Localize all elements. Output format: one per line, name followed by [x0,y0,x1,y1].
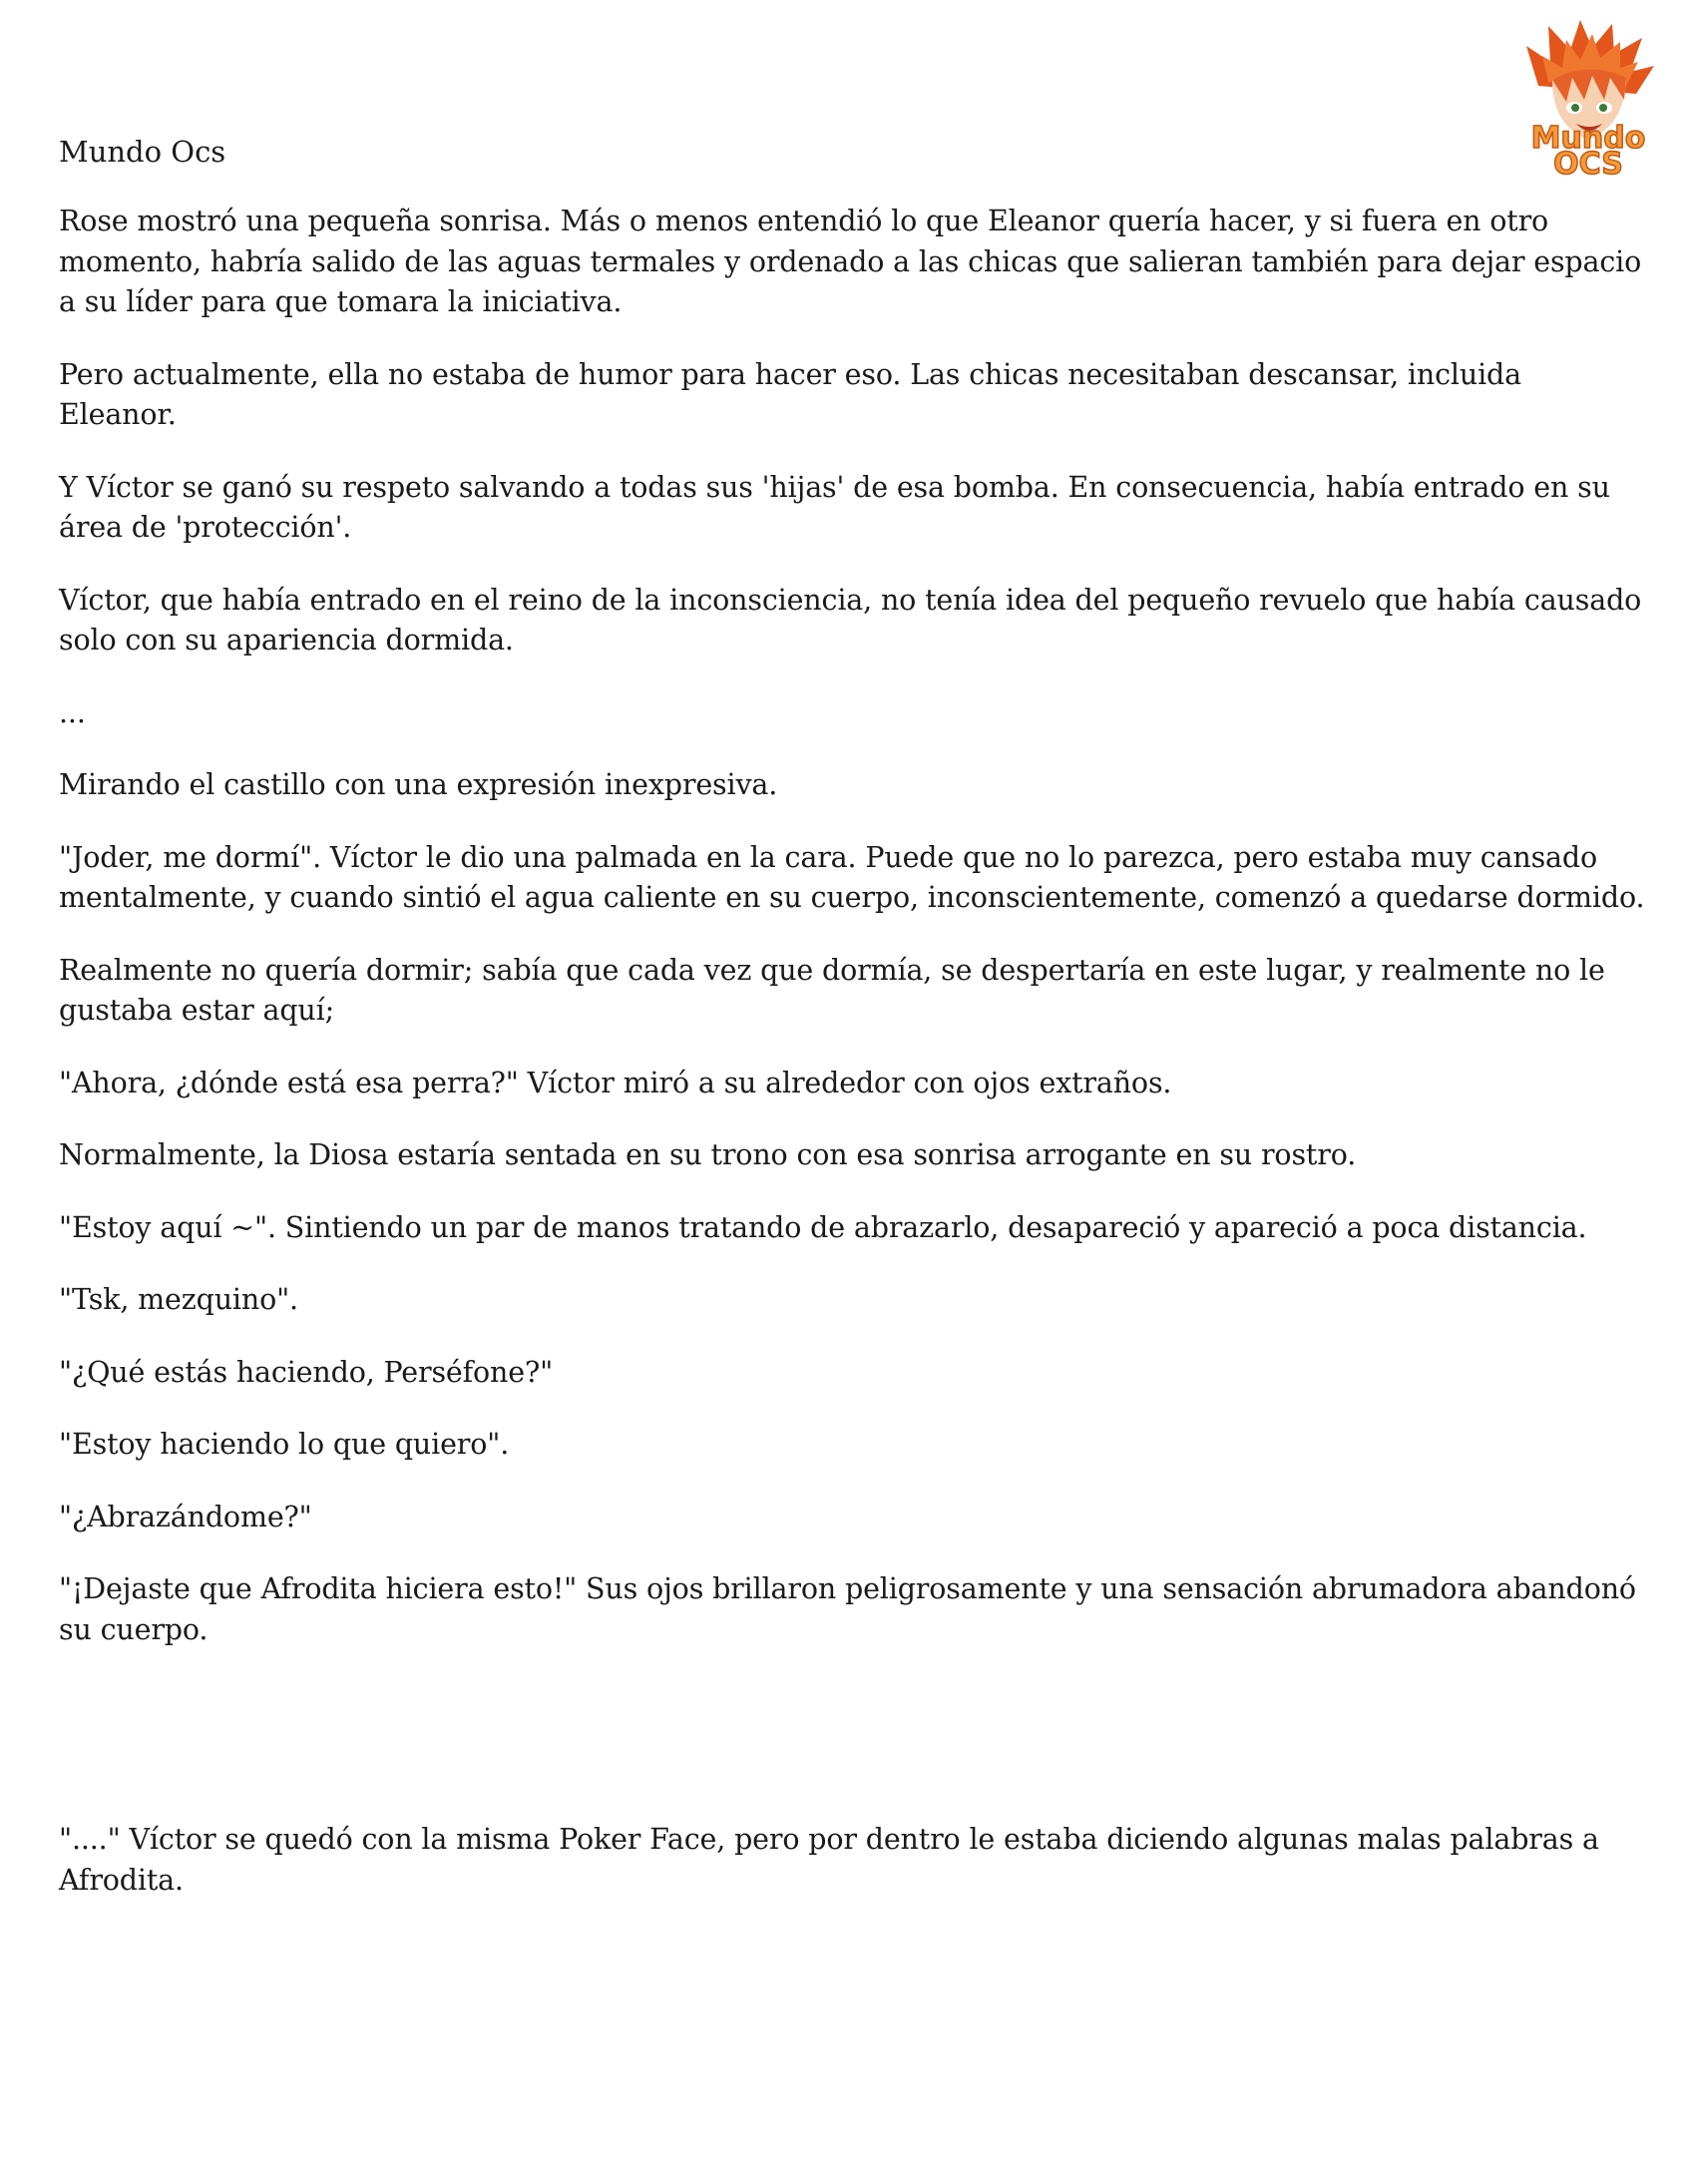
paragraph: Mirando el castillo con una expresión inexpresiva. [59,768,778,801]
paragraph: Rose mostró una pequeña sonrisa. Más o menos entendió lo que Eleanor quería hacer, y si fuera en otro momento, habría salido de las aguas termales y ordenado a las chicas que salieran también para dejar espacio a su líder para que tomara la iniciativa. [59,205,1642,318]
paragraph: "Tsk, mezquino". [59,1283,298,1316]
paragraph: Normalmente, la Diosa estaría sentada en su trono con esa sonrisa arrogante en su rostro. [59,1138,1357,1171]
paragraph: Y Víctor se ganó su respeto salvando a todas sus 'hijas' de esa bomba. En consecuencia, había entrado en su área de 'protección'. [59,470,1610,544]
paragraph: "¿Qué estás haciendo, Perséfone?" [59,1355,554,1389]
logo-text: Mundo [1530,121,1646,156]
paragraph: "Joder, me dormí". Víctor le dio una palmada en la cara. Puede que no lo parezca, pero estaba muy cansado mentalmente, y cuando sintió el agua caliente en su cuerpo, inconscientemente, comenzó a quedarse dormido. [59,840,1645,914]
paragraph: Pero actualmente, ella no estaba de humor para hacer eso. Las chicas necesitaban descansar, incluida Eleanor. [59,357,1521,431]
svg-text:OCS: OCS [1553,147,1623,178]
header-title: Mundo Ocs [59,135,226,169]
paragraph: "¿Abrazándome?" [59,1500,312,1533]
paragraph: "¡Dejaste que Afrodita hiciera esto!" Sus ojos brillaron peligrosamente y una sensación abrumadora abandonó su cuerpo. [59,1572,1636,1646]
document-page [59,132,1645,1933]
scene-break: ... [59,695,86,729]
paragraph: "Estoy aquí ~". Sintiendo un par de manos tratando de abrazarlo, desapareció y apareció a poca distancia. [59,1210,1587,1244]
paragraph: "Ahora, ¿dónde está esa perra?" Víctor miró a su alrededor con ojos extraños. [59,1066,1172,1099]
paragraph: Realmente no quería dormir; sabía que cada vez que dormía, se despertaría en este lugar, y realmente no le gustaba estar aquí; [59,953,1605,1027]
paragraph: "Estoy haciendo lo que quiero". [59,1428,510,1461]
paragraph: "...." Víctor se quedó con la misma Poker Face, pero por dentro le estaba diciendo algunas malas palabras a Afrodita. [59,1823,1599,1897]
paragraph: Víctor, que había entrado en el reino de la inconsciencia, no tenía idea del pequeño revuelo que había causado solo con su apariencia dormida. [59,583,1642,656]
